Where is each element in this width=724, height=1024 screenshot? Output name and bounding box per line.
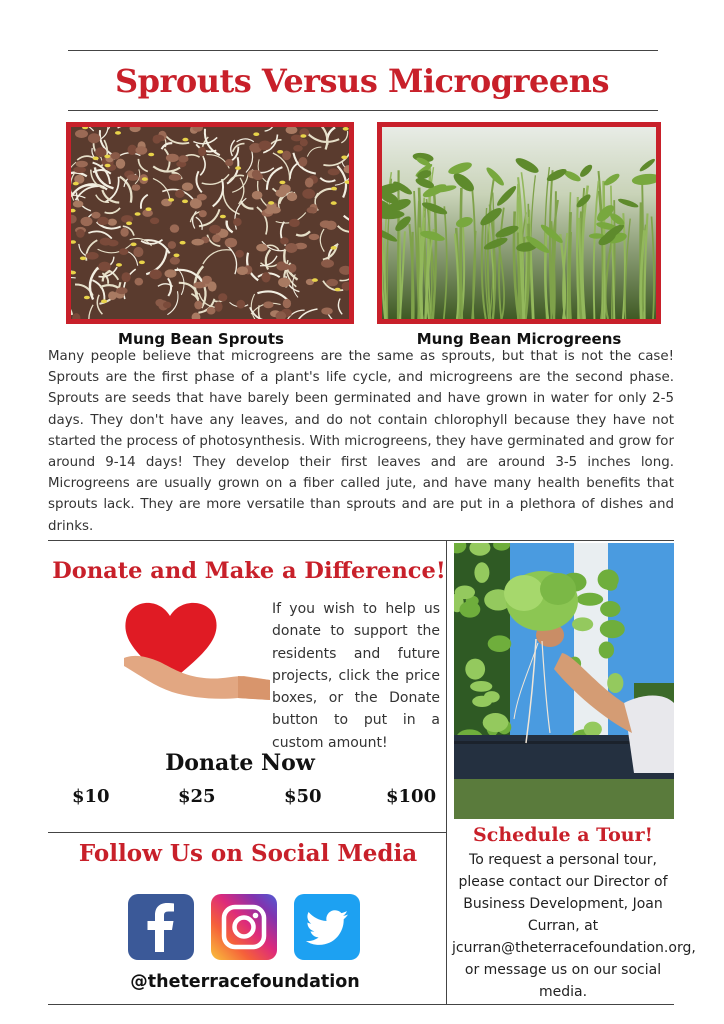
sprouts-image — [71, 127, 349, 319]
tower-garden-photo — [454, 543, 674, 819]
microgreens-caption: Mung Bean Microgreens — [416, 330, 622, 348]
sprouts-caption: Mung Bean Sprouts — [118, 330, 284, 348]
facebook-icon[interactable] — [128, 894, 194, 960]
price-10-button[interactable]: $10 — [72, 786, 110, 807]
twitter-icon[interactable] — [294, 894, 360, 960]
donate-text: If you wish to help us donate to support the residents and future projects, click the price boxes, or the Donate button to put in a custom amount! — [272, 601, 440, 751]
tour-text: To request a personal tour, please contact our Director of Business Development, Joan Curran, at jcurran@theterracefoundation.org, or message us on our social media. — [452, 852, 696, 1000]
bottom-rule — [48, 1004, 674, 1005]
page-title: Sprouts Versus Microgreens — [115, 62, 609, 100]
donate-now-button[interactable]: Donate Now — [165, 750, 315, 776]
price-25-button[interactable]: $25 — [178, 786, 216, 807]
microgreens-image — [382, 127, 656, 319]
donate-bottom-rule — [48, 832, 446, 833]
social-heading: Follow Us on Social Media — [78, 840, 418, 867]
price-50-button[interactable]: $50 — [284, 786, 322, 807]
social-handle: @theterracefoundation — [130, 972, 360, 992]
price-100-button[interactable]: $100 — [386, 786, 437, 807]
column-divider — [446, 540, 447, 1004]
donate-heading: Donate and Make a Difference! — [52, 558, 446, 584]
title-rule — [68, 110, 658, 111]
tour-heading: Schedule a Tour! — [473, 824, 653, 846]
sprouts-photo — [66, 122, 354, 324]
intro-paragraph: Many people believe that microgreens are the same as sprouts, but that is not the case! Sprouts are the first phase of a plant's life cycle, and microgreens are the second phase. Sprouts are seeds that have barely been germinated and have grown in water for only 2-5 days. They don't have any leaves, and do not contain chlorophyll because they have not started the process of photosynthesis. With microgreens, they have germinated and grow for around 9-14 days! They develop their first leaves and are around 3-5 inches long. Microgreens are usually grown on a fiber called jute, and have many health benefits that sprouts lack. They are more versatile than sprouts and are put in a plethora of dishes and drinks. — [48, 349, 674, 534]
section-rule — [48, 540, 674, 541]
top-rule — [68, 50, 658, 51]
instagram-icon[interactable] — [211, 894, 277, 960]
microgreens-photo — [377, 122, 661, 324]
heart-hand-illustration — [120, 596, 270, 706]
